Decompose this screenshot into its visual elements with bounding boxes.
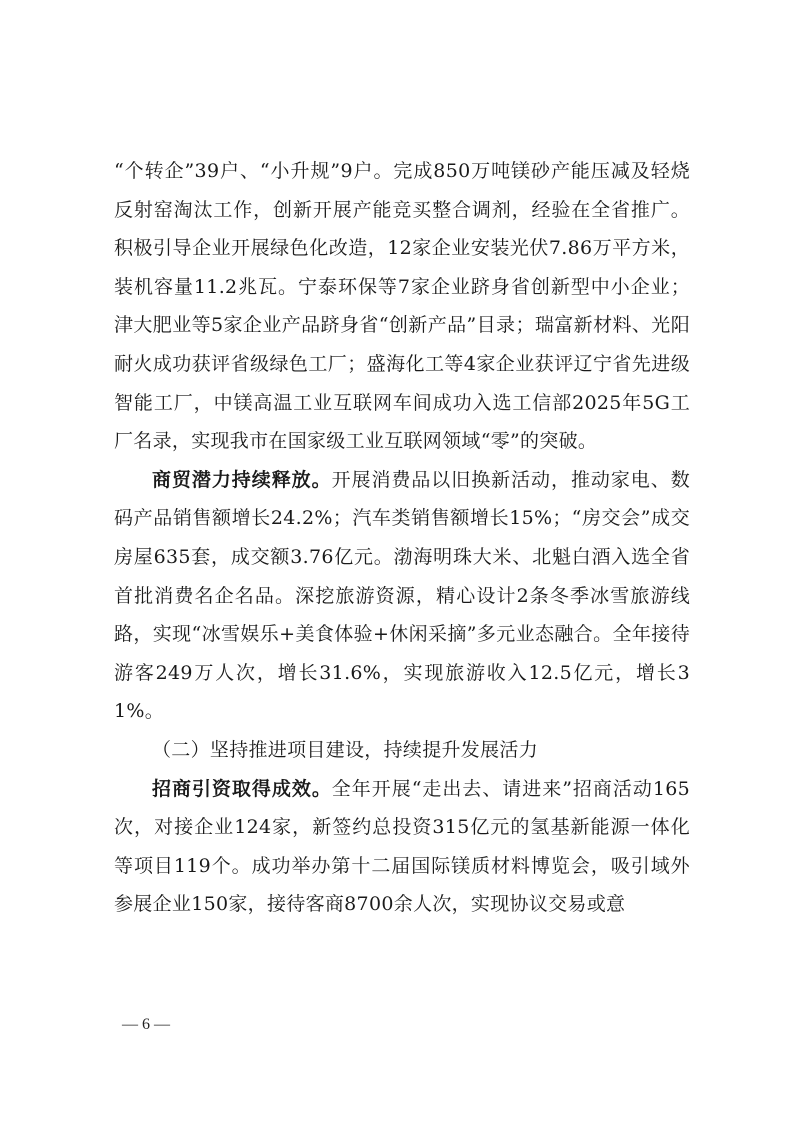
paragraph-text: 开展消费品以旧换新活动，推动家电、数码产品销售额增长24.2%；汽车类销售额增长15%；“房交会”成交房屋635套，成交额3.76亿元。渤海明珠大米、北魁白酒入选全省首批消费名企名品。深挖旅游资源，精心设计2条冬季冰雪旅游线路，实现“冰雪娱乐+美食体验+休闲采摘”多元业态融合。全年接待游客249万人次，增长31.6%，实现旅游收入12.5亿元，增长31%。 [114, 468, 691, 723]
document-body [114, 152, 690, 924]
paragraph-lead-heading: 招商引资取得成效。 [152, 777, 332, 800]
paragraph-text: “个转企”39户、“小升规”9户。完成850万吨镁砂产能压减及轻烧反射窑淘汰工作，创新开展产能竞买整合调剂，经验在全省推广。积极引导企业开展绿色化改造，12家企业安装光伏7.86万平方米，装机容量11.2兆瓦。宁泰环保等7家企业跻身省创新型中小企业；津大肥业等5家企业产品跻身省“创新产品”目录；瑞富新材料、光阳耐火成功获评省级绿色工厂；盛海化工等4家企业获评辽宁省先进级智能工厂，中镁高温工业互联网车间成功入选工信部2025年5G工厂名录，实现我市在国家级工业互联网领域“零”的突破。 [114, 160, 690, 453]
section-heading: （二）坚持推进项目建设，持续提升发展活力 [152, 738, 539, 761]
page-number: — 6 — [122, 1016, 170, 1033]
paragraph-continuation [114, 152, 690, 461]
paragraph-lead-heading: 商贸潜力持续释放。 [152, 468, 332, 491]
paragraph-commerce [114, 461, 690, 731]
paragraph-text: 全年开展“走出去、请进来”招商活动165次，对接企业124家，新签约总投资315亿元的氢基新能源一体化等项目119个。成功举办第十二届国际镁质材料博览会，吸引域外参展企业150家，接待客商8700余人次，实现协议交易或意 [114, 777, 690, 916]
paragraph-investment [114, 770, 690, 924]
